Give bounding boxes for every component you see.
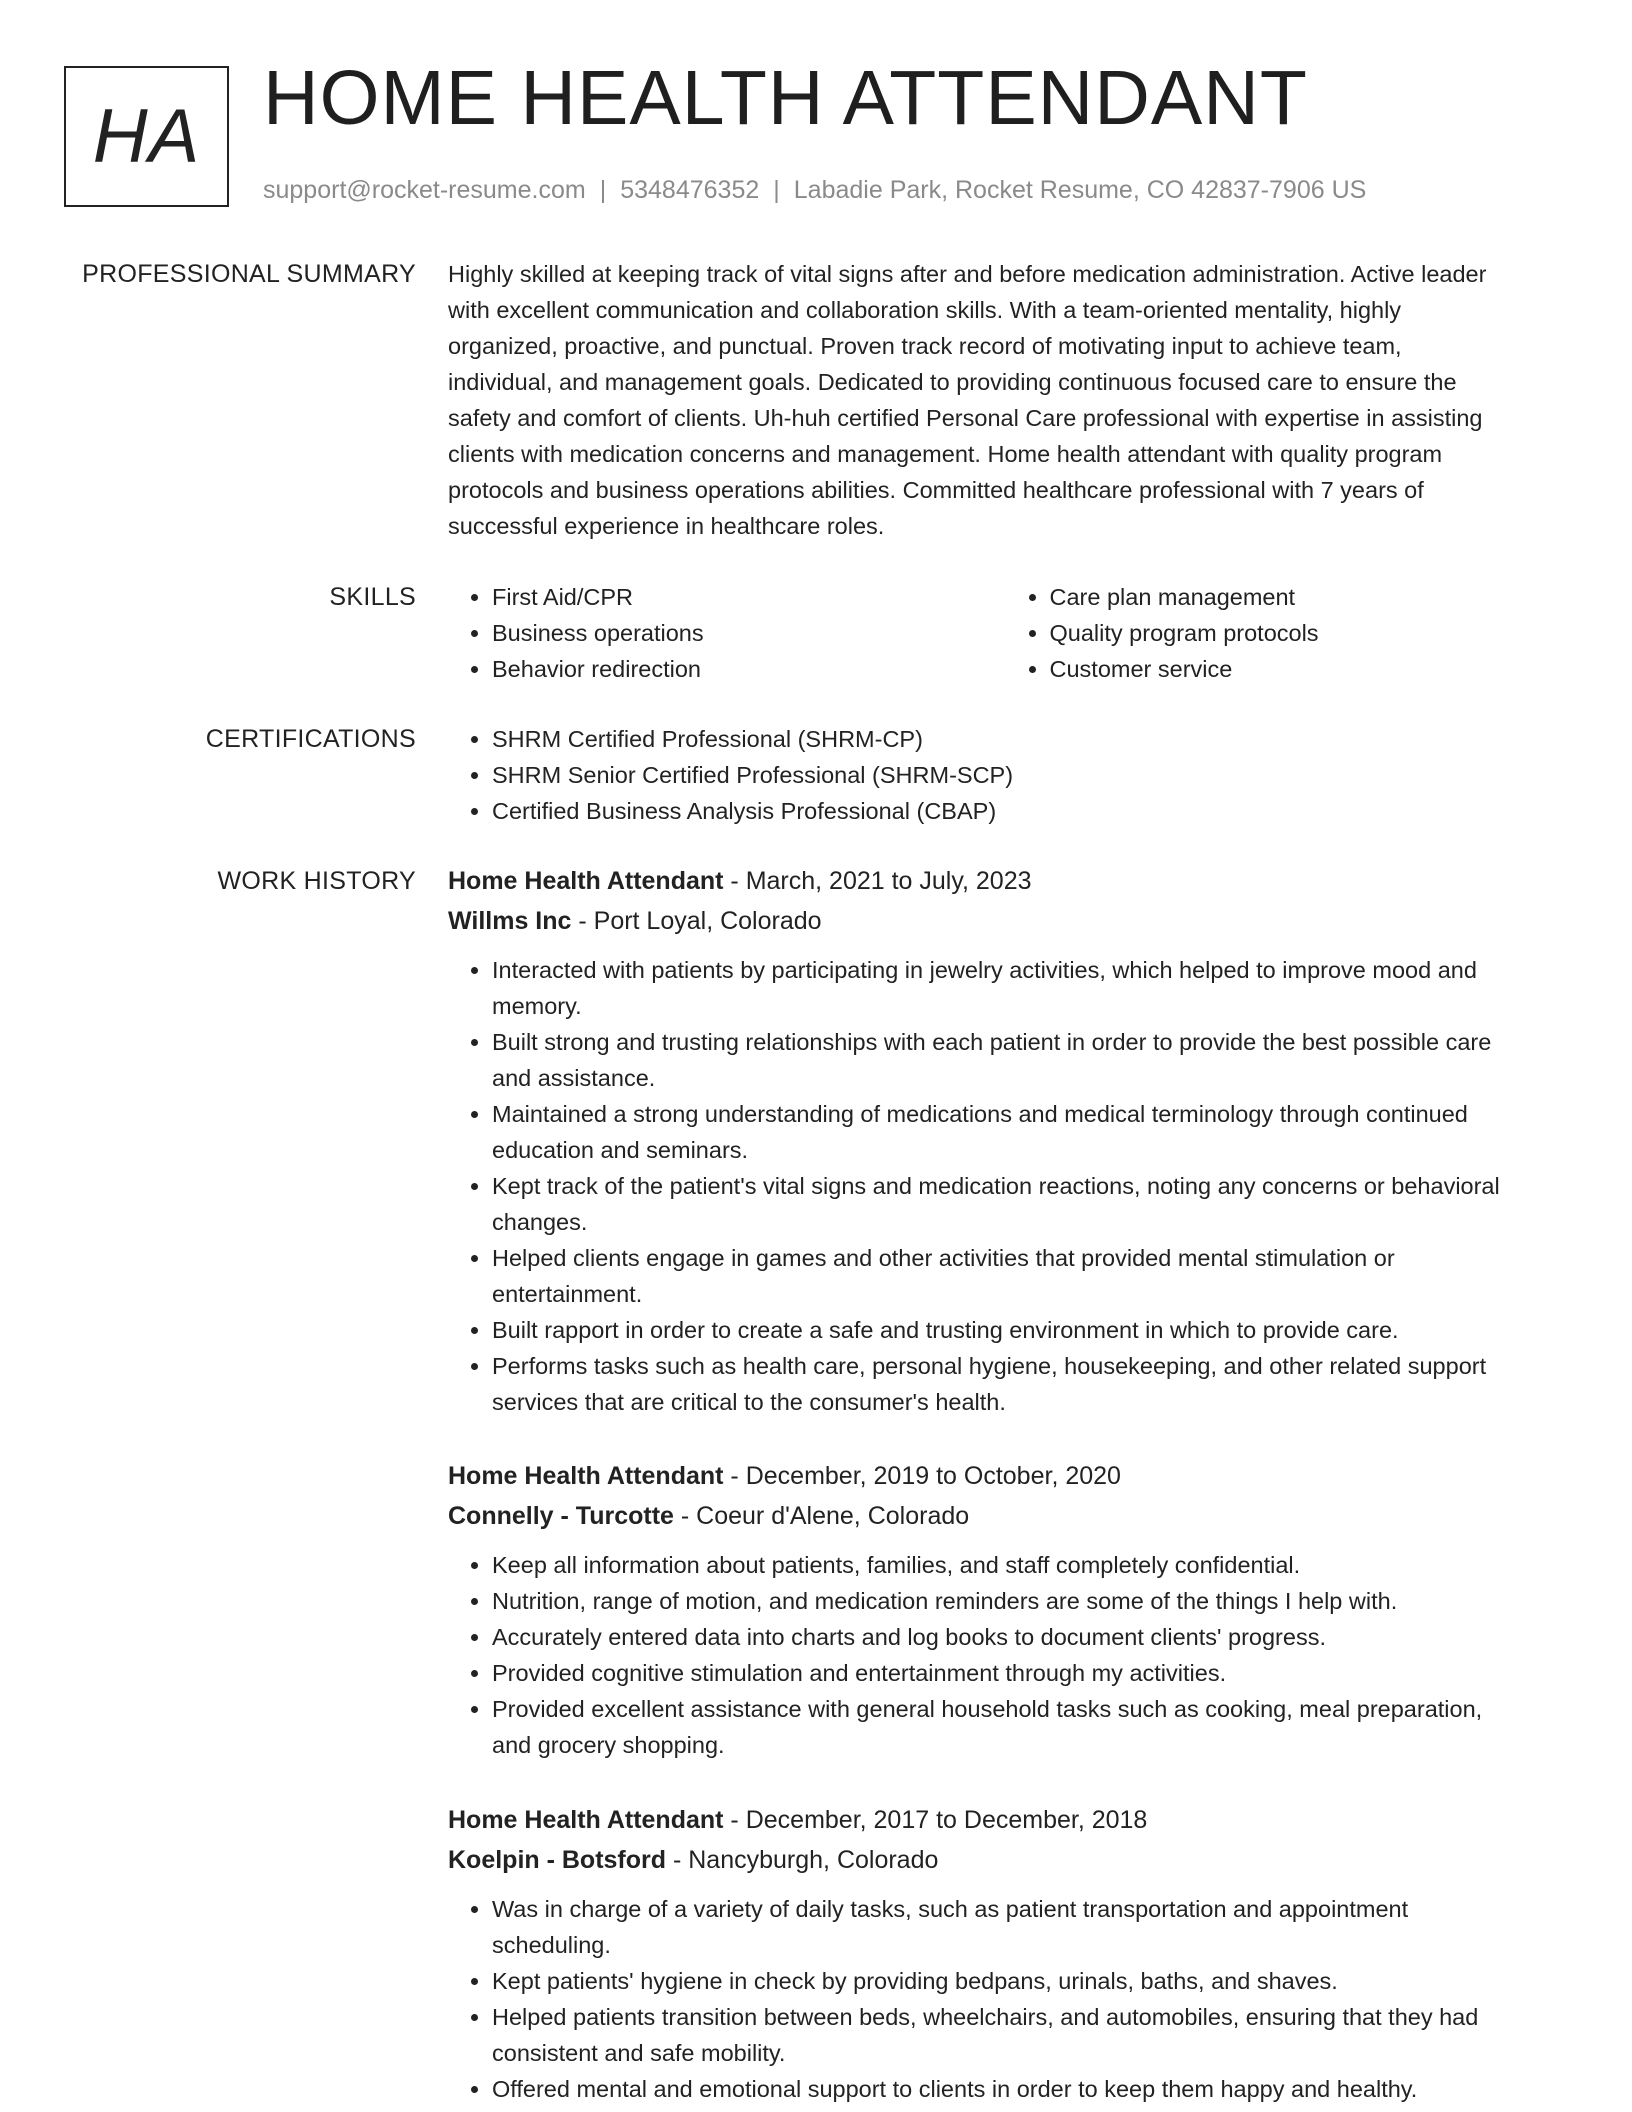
job-bullet-text: changes. — [492, 1209, 588, 1235]
job-bullet-text: • Kept patients' hygiene in check by providing bedpans, urinals, baths, and shaves. — [492, 1968, 1338, 1994]
job-bullets — [448, 952, 1563, 1420]
job-title: Home Health Attendant — [448, 1806, 724, 1834]
job-location: - Port Loyal, Colorado — [571, 907, 822, 935]
job-bullet — [492, 1348, 1563, 1420]
summary-line: individual, and management goals. Dedicated to providing continuous focused care to ensure the — [448, 369, 1457, 395]
job-company: Connelly - Turcotte — [448, 1502, 674, 1530]
job-bullet — [492, 1168, 1563, 1240]
job-dates: - December, 2019 to October, 2020 — [723, 1462, 1121, 1490]
skill-item: • Business operations — [492, 615, 1006, 651]
job-bullet — [492, 1655, 1563, 1691]
job-bullet — [492, 1691, 1563, 1763]
certification-item: • Certified Business Analysis Professional (CBAP) — [492, 793, 1563, 829]
job-title-line — [448, 1456, 1563, 1496]
job-bullet — [492, 2071, 1563, 2107]
skills-list — [448, 579, 1563, 687]
job-bullet — [492, 1024, 1563, 1096]
skill-item: • Customer service — [1050, 651, 1564, 687]
job-bullet — [492, 1312, 1563, 1348]
summary-line: successful experience in healthcare roles. — [448, 513, 885, 539]
job-bullet-text: • Provided cognitive stimulation and entertainment through my activities. — [492, 1660, 1227, 1686]
job-company: Willms Inc — [448, 907, 572, 935]
job-company-line — [448, 901, 1563, 941]
job-bullet-text: • Kept track of the patient's vital signs and medication reactions, noting any concerns or behavioral — [492, 1173, 1500, 1199]
job-bullet-text: scheduling. — [492, 1932, 611, 1958]
job-bullet-text: • Maintained a strong understanding of medications and medical terminology through continued — [492, 1101, 1468, 1127]
job-bullets — [448, 1891, 1563, 2107]
job-bullet-text: • Helped patients transition between beds, wheelchairs, and automobiles, ensuring that they had — [492, 2004, 1479, 2030]
job-location: - Nancyburgh, Colorado — [666, 1846, 939, 1874]
job-bullet-text: • Interacted with patients by participating in jewelry activities, which helped to improve mood and — [492, 957, 1477, 983]
contact-line — [263, 176, 1366, 205]
job-title: Home Health Attendant — [448, 867, 724, 895]
skill-item: • Behavior redirection — [492, 651, 1006, 687]
job-bullet-text: memory. — [492, 993, 582, 1019]
job-bullet-text: education and seminars. — [492, 1137, 749, 1163]
skill-item: • Quality program protocols — [1050, 615, 1564, 651]
job-bullet — [492, 1240, 1563, 1312]
job-bullet-text: services that are critical to the consumer's health. — [492, 1389, 1006, 1415]
job-bullet — [492, 952, 1563, 1024]
job-bullet — [492, 1891, 1563, 1963]
job-title: Home Health Attendant — [448, 1462, 724, 1490]
job-bullet-text: entertainment. — [492, 1281, 643, 1307]
job-bullet-text: and grocery shopping. — [492, 1732, 725, 1758]
job-dates: - March, 2021 to July, 2023 — [723, 867, 1032, 895]
job-location: - Coeur d'Alene, Colorado — [673, 1502, 970, 1530]
job-company-line — [448, 1840, 1563, 1880]
job-bullet — [492, 1999, 1563, 2071]
contact-email[interactable]: support@rocket-resume.com — [263, 176, 586, 204]
job-bullet — [492, 1963, 1563, 1999]
skill-item: • First Aid/CPR — [492, 579, 1006, 615]
job-bullet-text: • Performs tasks such as health care, personal hygiene, housekeeping, and other related support — [492, 1353, 1487, 1379]
contact-separator: | — [773, 176, 780, 204]
summary-heading: PROFESSIONAL SUMMARY — [82, 260, 416, 288]
summary-line: organized, proactive, and punctual. Proven track record of motivating input to achieve team, — [448, 333, 1402, 359]
job-bullet-text: • Provided excellent assistance with general household tasks such as cooking, meal preparation, — [492, 1696, 1483, 1722]
job-bullet-text: • Offered mental and emotional support to clients in order to keep them happy and healthy. — [492, 2076, 1418, 2102]
contact-phone[interactable]: 5348476352 — [620, 176, 760, 204]
job-title-line — [448, 861, 1563, 901]
job-company-line — [448, 1496, 1563, 1536]
job-title-line — [448, 1800, 1563, 1840]
contact-separator: | — [599, 176, 607, 204]
job-company: Koelpin - Botsford — [448, 1846, 667, 1874]
skills-column-left — [448, 579, 1006, 687]
job-bullet-text: • Nutrition, range of motion, and medication reminders are some of the things I help with. — [492, 1588, 1398, 1614]
resume-name: HOME HEALTH ATTENDANT — [263, 55, 1308, 141]
job-bullet — [492, 1547, 1563, 1583]
skill-item: • Care plan management — [1050, 579, 1564, 615]
job-bullet-text: • Built rapport in order to create a safe and trusting environment in which to provide care. — [492, 1317, 1399, 1343]
job-bullet-text: consistent and safe mobility. — [492, 2040, 786, 2066]
monogram-logo: HA — [64, 66, 229, 207]
job-bullets — [448, 1547, 1563, 1763]
certifications-list — [448, 721, 1563, 829]
job-bullet-text: • Keep all information about patients, families, and staff completely confidential. — [492, 1552, 1301, 1578]
job-bullet-text: and assistance. — [492, 1065, 656, 1091]
job-bullet-text: • Built strong and trusting relationships with each patient in order to provide the best possible care — [492, 1029, 1492, 1055]
job-bullet-text: • Was in charge of a variety of daily tasks, such as patient transportation and appointment — [492, 1896, 1409, 1922]
summary-line: safety and comfort of clients. Uh-huh certified Personal Care professional with expertise in assisting — [448, 405, 1483, 431]
summary-line: with excellent communication and collaboration skills. With a team-oriented mentality, highly — [448, 297, 1402, 323]
contact-address: Labadie Park, Rocket Resume, CO 42837-7906 US — [793, 176, 1367, 204]
work-history-heading: WORK HISTORY — [217, 867, 416, 895]
job-bullet — [492, 1583, 1563, 1619]
job-dates: - December, 2017 to December, 2018 — [723, 1806, 1148, 1834]
summary-line: protocols and business operations abilities. Committed healthcare professional with 7 years of — [448, 477, 1424, 503]
job-bullet — [492, 1619, 1563, 1655]
job-bullet-text: • Accurately entered data into charts and log books to document clients' progress. — [492, 1624, 1326, 1650]
job-bullet — [492, 1096, 1563, 1168]
certifications-heading: CERTIFICATIONS — [205, 725, 416, 753]
skills-column-right — [1006, 579, 1564, 687]
certification-item: • SHRM Certified Professional (SHRM-CP) — [492, 721, 1563, 757]
skills-heading: SKILLS — [329, 583, 416, 611]
certification-item: • SHRM Senior Certified Professional (SHRM-SCP) — [492, 757, 1563, 793]
summary-text — [448, 256, 1563, 544]
summary-line: clients with medication concerns and management. Home health attendant with quality program — [448, 441, 1443, 467]
summary-line: Highly skilled at keeping track of vital signs after and before medication administration. Active leader — [448, 261, 1487, 287]
job-bullet-text: • Helped clients engage in games and other activities that provided mental stimulation or — [492, 1245, 1395, 1271]
